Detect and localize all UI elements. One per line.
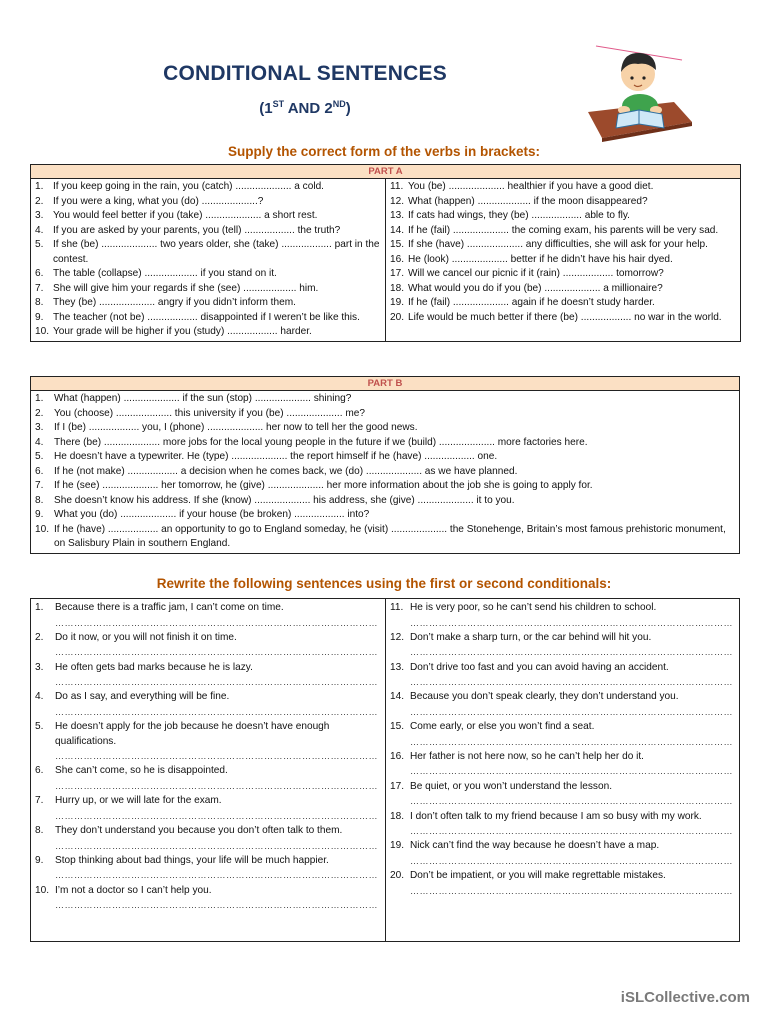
exercise-item <box>390 180 736 195</box>
item-text: The table (collapse) ................... if you stand on it. <box>53 268 277 279</box>
answer-line[interactable]: ………………………………………………………………………………………… <box>55 810 378 821</box>
item-text: He is very poor, so he can’t send his children to school. <box>410 602 657 613</box>
item-number: 13. <box>390 661 405 673</box>
item-text: She doesn’t know his address. If she (know) .................... his address, she (give) .................... it to you. <box>54 494 515 506</box>
item-text: Don’t be impatient, or you will make regrettable mistakes. <box>410 870 666 882</box>
item-text: He doesn’t have a typewriter. He (type) .................... the report himself if he (have) .................. one. <box>54 451 498 462</box>
rewrite-item <box>35 764 381 794</box>
item-text: Come early, or else you won’t find a seat. <box>410 721 595 733</box>
item-text: He doesn’t apply for the job because he doesn’t have enough qualifications. <box>55 721 330 747</box>
answer-line[interactable]: ………………………………………………………………………………………… <box>410 617 733 628</box>
exercise-item <box>35 523 735 552</box>
exercise-item <box>35 465 735 480</box>
rewrite-item <box>35 794 381 824</box>
answer-line[interactable]: ………………………………………………………………………………………… <box>55 900 378 911</box>
subtitle-sup-first: ST <box>272 99 285 109</box>
item-number: 1. <box>35 602 44 613</box>
item-number: 5. <box>35 239 44 250</box>
boy-reading-book-icon <box>582 40 694 142</box>
item-text: Don’t make a sharp turn, or the car behind will hit you. <box>410 631 652 643</box>
rewrite-item <box>390 839 735 869</box>
exercise-item <box>35 195 381 210</box>
item-text: She will give him your regards if she (see) ................... him. <box>53 282 319 294</box>
item-number: 17. <box>390 268 405 279</box>
item-number: 9. <box>35 509 44 520</box>
item-number: 8. <box>35 825 44 837</box>
answer-line[interactable]: ………………………………………………………………………………………… <box>410 706 733 717</box>
part-b-column <box>31 391 740 554</box>
item-text: Nick can’t find the way because he doesn’t have a map. <box>410 840 660 852</box>
item-number: 7. <box>35 282 44 294</box>
item-number: 6. <box>35 465 44 477</box>
answer-line[interactable]: ………………………………………………………………………………………… <box>55 677 378 688</box>
item-number: 14. <box>390 224 405 236</box>
item-text: What (happen) ................... if the moon disappeared? <box>408 195 648 207</box>
rewrite-item <box>390 810 735 840</box>
item-number: 12. <box>390 631 405 643</box>
item-number: 15. <box>390 721 405 733</box>
item-text: Her father is not here now, so he can’t help her do it. <box>410 750 644 762</box>
item-number: 5. <box>35 721 44 733</box>
part-a-left-list <box>35 180 381 340</box>
exercise-item <box>35 311 381 326</box>
item-number: 11. <box>390 181 404 192</box>
exercise-item <box>35 508 735 523</box>
exercise-item <box>390 253 736 268</box>
exercise-item <box>35 450 735 465</box>
part-b-header: PART B <box>31 377 740 391</box>
exercise-item <box>390 224 736 239</box>
exercise-item <box>35 407 735 422</box>
item-text: What you (do) .................... if your house (be broken) .................. into? <box>54 509 370 520</box>
item-text: You (choose) .................... this university if you (be) .................... me? <box>54 407 365 419</box>
answer-line[interactable]: ………………………………………………………………………………………… <box>55 617 378 628</box>
part-b-list <box>35 392 735 552</box>
item-text: If you are asked by your parents, you (tell) .................. the truth? <box>53 224 341 236</box>
item-text: I’m not a doctor so I can’t help you. <box>55 884 212 896</box>
item-text: I don’t often talk to my friend because I am so busy with my work. <box>410 810 702 822</box>
part-a-header: PART A <box>31 165 741 179</box>
item-number: 2. <box>35 631 44 643</box>
subtitle-sup-second: ND <box>332 99 346 109</box>
item-number: 18. <box>390 810 405 822</box>
item-number: 4. <box>35 436 44 448</box>
answer-line[interactable]: ………………………………………………………………………………………… <box>410 736 733 747</box>
rewrite-table <box>30 598 740 942</box>
answer-line[interactable]: ………………………………………………………………………………………… <box>410 885 733 896</box>
item-number: 14. <box>390 691 405 703</box>
answer-line[interactable]: ………………………………………………………………………………………… <box>410 796 733 807</box>
answer-line[interactable]: ………………………………………………………………………………………… <box>55 840 378 851</box>
exercise-item <box>390 311 736 326</box>
rewrite-item <box>35 720 381 764</box>
item-text: If you were a king, what you (do) ....................? <box>53 195 264 207</box>
answer-line[interactable]: ………………………………………………………………………………………… <box>410 826 733 837</box>
item-text: If she (be) .................... two years older, she (take) .................. part in the contest. <box>53 239 380 265</box>
answer-line[interactable]: ………………………………………………………………………………………… <box>55 780 378 791</box>
item-text: She can’t come, so he is disappointed. <box>55 765 228 777</box>
part-a-right-list <box>390 180 736 325</box>
exercise-item <box>390 267 736 282</box>
item-text: If he (fail) .................... the coming exam, his parents will be very sad. <box>408 224 719 236</box>
item-number: 3. <box>35 661 44 673</box>
exercise-item <box>35 479 735 494</box>
item-number: 10. <box>35 326 50 337</box>
rewrite-item <box>35 854 381 884</box>
item-text: Because there is a traffic jam, I can’t come on time. <box>55 602 284 613</box>
item-text: What would you do if you (be) .................... a millionaire? <box>408 282 663 294</box>
item-text: He often gets bad marks because he is lazy. <box>55 661 253 673</box>
item-number: 9. <box>35 854 44 866</box>
item-text: Be quiet, or you won’t understand the lesson. <box>410 780 613 792</box>
rewrite-item <box>35 601 381 631</box>
item-number: 3. <box>35 422 44 433</box>
answer-line[interactable]: ………………………………………………………………………………………… <box>410 677 733 688</box>
item-number: 9. <box>35 311 44 323</box>
item-text: Stop thinking about bad things, your life will be much happier. <box>55 854 329 866</box>
answer-line[interactable]: ………………………………………………………………………………………… <box>410 766 733 777</box>
item-text: Life would be much better if there (be) .................. no war in the world. <box>408 311 722 323</box>
item-text: Your grade will be higher if you (study) .................. harder. <box>53 326 312 337</box>
exercise-item <box>390 209 736 224</box>
item-number: 7. <box>35 795 44 807</box>
item-number: 10. <box>35 884 50 896</box>
rewrite-item <box>390 661 735 691</box>
part-a-left-column <box>31 179 386 342</box>
item-number: 18. <box>390 282 405 294</box>
item-number: 2. <box>35 407 44 419</box>
rewrite-item <box>35 690 381 720</box>
item-number: 4. <box>35 691 44 703</box>
item-number: 20. <box>390 311 405 323</box>
exercise-item <box>35 282 381 297</box>
exercise-item <box>35 494 735 509</box>
rewrite-item <box>390 750 735 780</box>
item-text: The teacher (not be) .................. disappointed if I weren’t be like this. <box>53 311 360 323</box>
item-text: Do as I say, and everything will be fine. <box>55 691 230 703</box>
exercise-item <box>35 392 735 407</box>
item-text: Don’t drive too fast and you can avoid having an accident. <box>410 661 669 673</box>
item-text: If I (be) .................. you, I (phone) .................... her now to tell her the good news. <box>54 422 418 433</box>
subtitle-open: (1 <box>259 100 273 117</box>
rewrite-item <box>390 780 735 810</box>
item-number: 11. <box>390 602 404 613</box>
exercise-item <box>35 421 735 436</box>
item-text: What (happen) .................... if the sun (stop) .................... shining? <box>54 393 352 404</box>
item-number: 20. <box>390 870 405 882</box>
item-number: 6. <box>35 268 44 279</box>
subtitle-close: ) <box>345 100 351 117</box>
item-text: Will we cancel our picnic if it (rain) .................. tomorrow? <box>408 268 664 279</box>
exercise-item <box>390 282 736 297</box>
exercise-item <box>35 224 381 239</box>
rewrite-item <box>35 824 381 854</box>
worksheet-title: CONDITIONAL SENTENCES <box>163 62 447 85</box>
rewrite-item <box>35 631 381 661</box>
exercise-item <box>35 296 381 311</box>
item-text: You would feel better if you (take) .................... a short rest. <box>53 210 318 221</box>
exercise-item <box>390 296 736 311</box>
rewrite-item <box>390 869 735 899</box>
item-text: They don’t understand you because you don’t often talk to them. <box>55 825 343 837</box>
rewrite-item <box>390 720 735 750</box>
rewrite-item <box>35 661 381 691</box>
answer-line[interactable]: ………………………………………………………………………………………… <box>55 706 378 717</box>
rewrite-left-column <box>31 599 386 941</box>
item-text: If she (have) .................... any difficulties, she will ask for your help. <box>408 239 708 250</box>
item-text: If cats had wings, they (be) .................. able to fly. <box>408 210 630 221</box>
item-number: 17. <box>390 780 405 792</box>
exercise-item <box>390 238 736 253</box>
part-b-table <box>30 376 740 554</box>
item-text: He (look) .................... better if he didn’t have his hair dyed. <box>408 253 673 265</box>
item-number: 15. <box>390 239 405 250</box>
item-text: If he (fail) .................... again if he doesn’t study harder. <box>408 297 655 308</box>
item-number: 19. <box>390 297 405 308</box>
rewrite-item <box>390 690 735 720</box>
answer-line[interactable]: ………………………………………………………………………………………… <box>55 751 378 762</box>
item-text: If he (see) .................... her tomorrow, he (give) .................... her more information about the job she is going to apply for. <box>54 480 593 491</box>
rewrite-item <box>35 884 381 914</box>
exercise-item <box>35 180 381 195</box>
item-text: You (be) .................... healthier if you have a good diet. <box>408 181 654 192</box>
item-text: If he (not make) .................. a decision when he comes back, we (do) .................... as we have planned. <box>54 465 518 477</box>
exercise-item <box>35 436 735 451</box>
part-a-table <box>30 164 741 342</box>
part-a-right-column <box>386 179 741 342</box>
exercise-item <box>35 267 381 282</box>
item-text: Because you don’t speak clearly, they don’t understand you. <box>410 691 679 703</box>
item-number: 16. <box>390 253 405 265</box>
item-number: 1. <box>35 181 44 192</box>
item-number: 7. <box>35 480 44 491</box>
item-number: 5. <box>35 451 44 462</box>
item-number: 2. <box>35 195 44 207</box>
item-number: 8. <box>35 297 44 308</box>
item-text: If he (have) .................. an opportunity to go to England someday, he (visit) .................... the Stonehenge, Britain’s most famous prehistoric monument, on Salisbury Plain in southern England. <box>54 523 726 549</box>
worksheet-subtitle <box>0 99 610 117</box>
item-text: If you keep going in the rain, you (catch) .................... a cold. <box>53 181 324 192</box>
exercise-item <box>35 325 381 340</box>
rewrite-right-column <box>386 599 739 941</box>
item-text: There (be) .................... more jobs for the local young people in the future if we (build) .................... more factories here. <box>54 436 588 448</box>
answer-line[interactable]: ………………………………………………………………………………………… <box>55 647 378 658</box>
item-number: 8. <box>35 494 44 506</box>
subtitle-mid: AND 2 <box>284 100 333 117</box>
answer-line[interactable]: ………………………………………………………………………………………… <box>410 855 733 866</box>
item-number: 12. <box>390 195 405 207</box>
answer-line[interactable]: ………………………………………………………………………………………… <box>55 870 378 881</box>
item-text: They (be) .................... angry if you didn’t inform them. <box>53 297 296 308</box>
item-number: 19. <box>390 840 405 852</box>
rewrite-item <box>390 601 735 631</box>
section2-instruction: Rewrite the following sentences using the first or second conditionals: <box>156 576 612 591</box>
exercise-item <box>35 238 381 267</box>
answer-line[interactable]: ………………………………………………………………………………………… <box>410 647 733 658</box>
item-text: Do it now, or you will not finish it on time. <box>55 631 237 643</box>
item-text: Hurry up, or we will late for the exam. <box>55 795 222 807</box>
item-number: 13. <box>390 210 405 221</box>
exercise-item <box>390 195 736 210</box>
section1-instruction: Supply the correct form of the verbs in brackets: <box>227 144 541 159</box>
item-number: 16. <box>390 750 405 762</box>
item-number: 1. <box>35 393 44 404</box>
exercise-item <box>35 209 381 224</box>
islcollective-watermark: iSLCollective.com <box>620 989 750 1006</box>
item-number: 10. <box>35 523 50 535</box>
rewrite-item <box>390 631 735 661</box>
item-number: 4. <box>35 224 44 236</box>
item-number: 3. <box>35 210 44 221</box>
item-number: 6. <box>35 765 44 777</box>
